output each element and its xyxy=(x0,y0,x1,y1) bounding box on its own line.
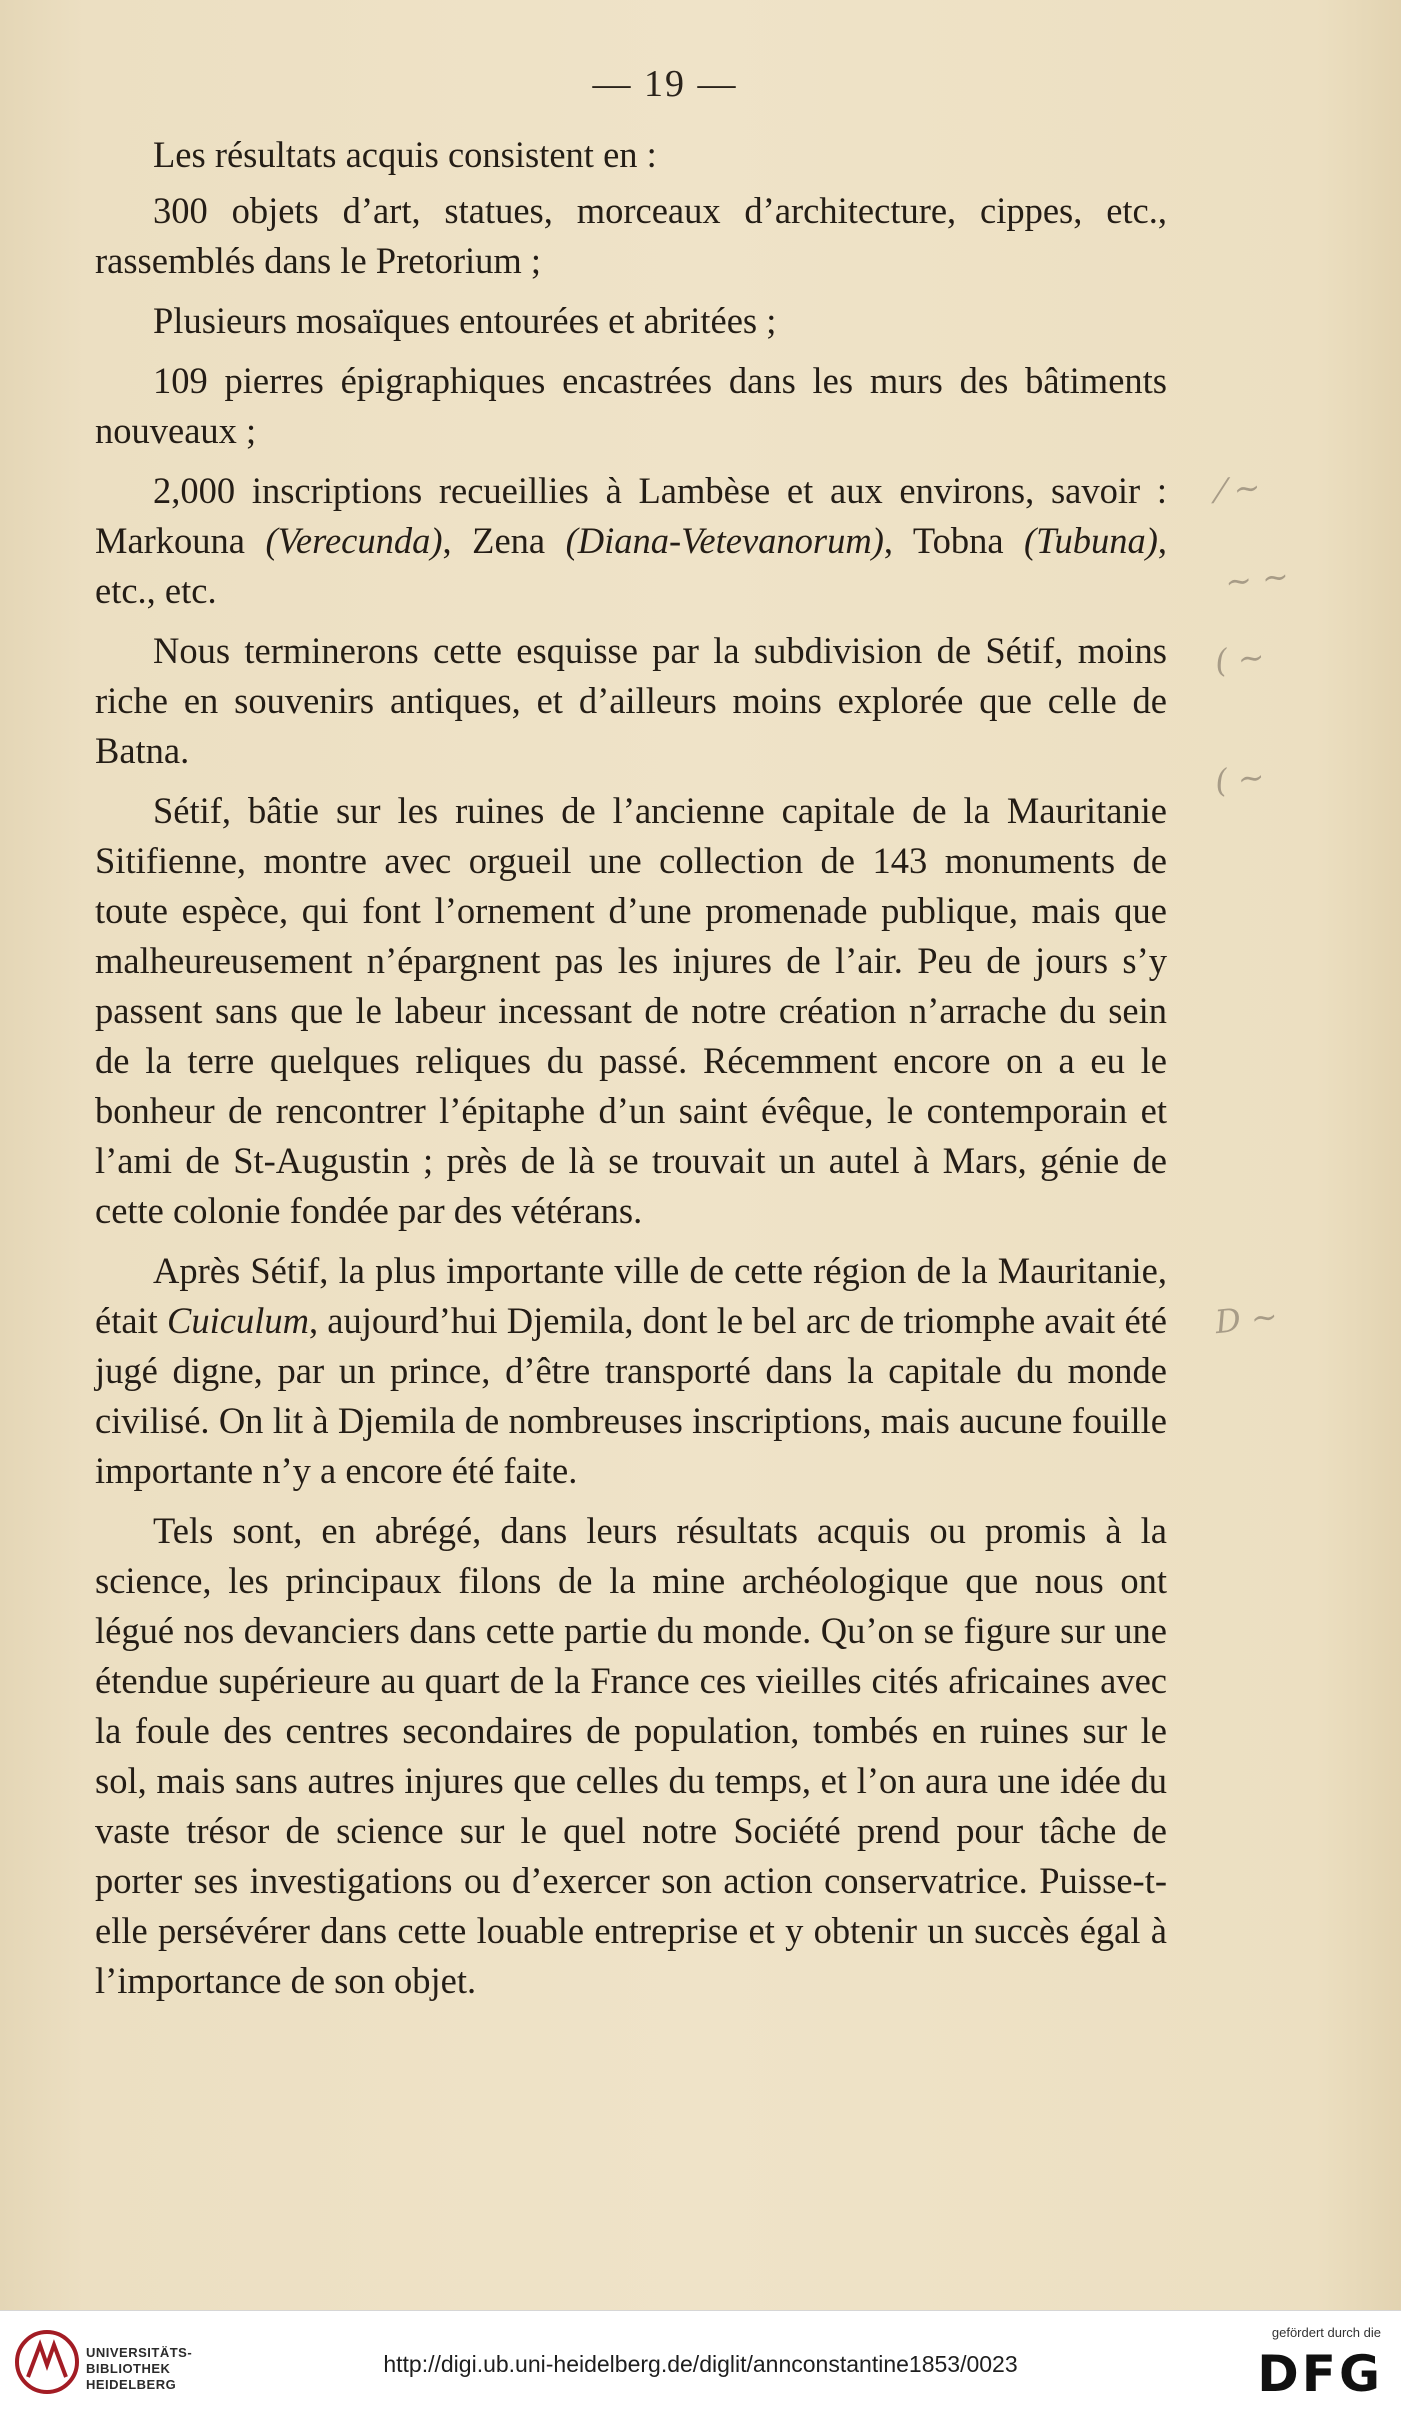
text-run: Nous terminerons cette esquisse par la subdivision de Sétif, moins riche en souvenirs antiques, et d’ailleurs moins explorée que celle de Batna. xyxy=(95,630,1167,771)
margin-scribble-2: ~ ∼ xyxy=(1223,556,1291,602)
text-run: Sétif, bâtie sur les ruines de l’ancienne capitale de la Mauritanie Sitifienne, montre avec orgueil une collection de 143 monuments de toute espèce, qui font l’ornement d’une promenade publique, mais que malheureusement n’épargnent pas les injures de l’air. Peu de jours s’y passent sans que le labeur incessant de notre création n’arrache du sein de la terre quelques reliques du passé. Récemment encore on a eu le bonheur de rencontrer l’épitaphe d’un saint évêque, le contemporain et l’ami de St-Augustin ; près de là se trouvait un autel à Mars, génie de cette colonie fondée par des vétérans. xyxy=(95,790,1167,1231)
italic-term: (Verecunda) xyxy=(265,520,443,561)
text-run: Les résultats acquis consistent en : xyxy=(153,134,657,175)
dfg-logo: DFG xyxy=(1257,2345,1383,2403)
italic-term: (Tubuna) xyxy=(1024,520,1158,561)
paragraph-9 xyxy=(95,1506,1167,2006)
text-run: , Tobna xyxy=(883,520,1025,561)
text-run: Après Sétif, la plus importante ville de cette région de la Mauritanie, était xyxy=(95,1250,1167,1341)
paragraph-2 xyxy=(95,186,1167,286)
footer-bar xyxy=(0,2310,1401,2414)
text-run: 300 objets d’art, statues, morceaux d’architecture, cippes, etc., rassemblés dans le Pretorium ; xyxy=(95,190,1167,281)
italic-term: Cuiculum xyxy=(167,1300,309,1341)
source-url-link[interactable]: http://digi.ub.uni-heidelberg.de/diglit/annconstantine1853/0023 xyxy=(383,2351,1018,2377)
paragraph-7 xyxy=(95,786,1167,1236)
text-run: , Zena xyxy=(442,520,566,561)
italic-term: (Diana-Vetevanorum) xyxy=(565,520,884,561)
margin-scribble-5: D ~ xyxy=(1213,1296,1280,1342)
funded-by-label: gefördert durch die xyxy=(1271,2325,1381,2340)
text-run: , etc., etc. xyxy=(95,520,1168,611)
text-run: Plusieurs mosaïques entourées et abritées ; xyxy=(153,300,777,341)
paragraph-5 xyxy=(95,466,1167,616)
library-name: UNIVERSITÄTS- BIBLIOTHEK HEIDELBERG xyxy=(86,2345,193,2392)
text-run: , aujourd’hui Djemila, dont le bel arc de triomphe avait été jugé digne, par un prince, d’être transporté dans la capitale du monde civilisé. On lit à Djemila de nombreuses inscriptions, mais aucune fouille importante n’y a encore été faite. xyxy=(95,1300,1167,1491)
margin-scribble-3: ( ~ xyxy=(1213,637,1267,681)
body-text xyxy=(95,130,1167,2016)
text-run: 2,000 inscriptions recueillies à Lambèse et aux environs, savoir : Markouna xyxy=(95,470,1167,561)
paragraph-6 xyxy=(95,626,1167,776)
paragraph-1 xyxy=(95,130,1167,180)
paragraph-8 xyxy=(95,1246,1167,1496)
margin-scribble-4: ( ~ xyxy=(1213,757,1267,801)
text-run: Tels sont, en abrégé, dans leurs résultats acquis ou promis à la science, les principaux filons de la mine archéologique que nous ont légué nos devanciers dans cette partie du monde. Qu’on se figure sur une étendue supérieure au quart de la France ces vieilles cités africaines avec la foule des centres secondaires de population, tombés en ruines sur le sol, mais sans autres injures que celles du temps, et l’on aura une idée du vaste trésor de science sur le quel notre Société prend pour tâche de porter ses investigations ou d’exercer son action conservatrice. Puisse-t-elle persévérer dans cette louable entreprise et y obtenir un succès égal à l’importance de son objet. xyxy=(95,1510,1167,2001)
paragraph-3 xyxy=(95,296,1167,346)
margin-scribble-1: ⁄ ~ xyxy=(1216,467,1263,511)
paragraph-4 xyxy=(95,356,1167,456)
page-number: — 19 — xyxy=(592,63,738,105)
text-run: 109 pierres épigraphiques encastrées dans les murs des bâtiments nouveaux ; xyxy=(95,360,1167,451)
